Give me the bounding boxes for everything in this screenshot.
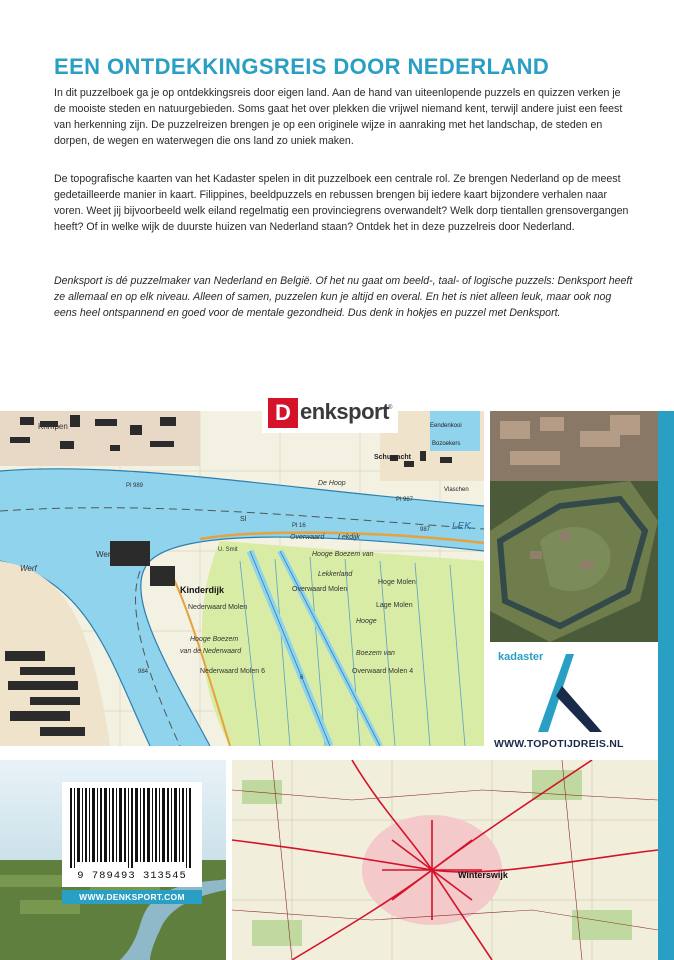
label-lekdijk: Lekdijk bbox=[338, 534, 360, 541]
label-hooge: Hooge bbox=[356, 618, 377, 625]
aerial-fortress-graphic bbox=[490, 411, 658, 642]
denksport-website-link[interactable]: WWW.DENKSPORT.COM bbox=[62, 890, 202, 904]
logo-wordmark: enksport bbox=[300, 399, 389, 424]
label-sluis: Sl bbox=[240, 516, 247, 523]
label-pl16: Pl 16 bbox=[292, 523, 306, 529]
logo-d-mark: D bbox=[268, 398, 298, 428]
label-6: 6 bbox=[300, 675, 304, 681]
topographic-map-kinderdijk bbox=[0, 411, 484, 746]
label-987: 987 bbox=[420, 527, 431, 533]
label-de-hoop: De Hoop bbox=[318, 480, 346, 487]
map-winterswijk-graphic bbox=[232, 760, 658, 960]
aerial-photo-fortress bbox=[490, 411, 658, 642]
label-overwaard-molen-4: Overwaard Molen 4 bbox=[352, 668, 414, 675]
label-984: 984 bbox=[138, 669, 149, 675]
label-hoge-molen: Hoge Molen bbox=[378, 579, 416, 586]
label-nederwaard-molen-6: Nederwaard Molen 6 bbox=[200, 668, 265, 675]
side-accent-bar bbox=[658, 411, 674, 960]
kadaster-website-link[interactable]: WWW.TOPOTIJDREIS.NL bbox=[494, 738, 624, 750]
label-hooge-boezem-2: Hooge Boezem bbox=[190, 636, 239, 643]
maps-paragraph: De topografische kaarten van het Kadaster spelen in dit puzzelboek een centrale rol. Ze brengen Nederland op de meest gedetailleerde manier in kaart. Filippines, beeldpuzzels en rebussen brengen bij iedere kaart bijzondere verhalen naar voren. Weet jij bijvoorbeeld welk eiland regelmatig een provinciegrens overwandelt? Welk dorp tientallen grensovergangen heeft? Of in welke wijk de duurste huizen van Nederland staan? Ontdek het in deze puzzelreis door Nederland. bbox=[54, 173, 629, 233]
label-kinderdijk: Kinderdijk bbox=[180, 585, 225, 595]
label-werf: Werf bbox=[20, 564, 37, 573]
kadaster-logo-panel bbox=[490, 646, 658, 754]
publisher-paragraph: Denksport is dé puzzelmaker van Nederland en België. Of het nu gaat om beeld-, taal- of logische puzzels: Denksport heeft ze allemaal en op elk niveau. Alleen of samen, puzzelen kun je altijd en overal. En het is niet alleen leuk, maar ook nog eens heel ontspannend en goed voor de mentale gezondheid. Dus denk in hokjes en puzzel met Denksport. bbox=[54, 275, 633, 319]
label-lage-molen: Lage Molen bbox=[376, 602, 413, 609]
label-lek: LEK bbox=[452, 521, 471, 532]
label-smit: U. Smit bbox=[218, 547, 238, 553]
label-wer: Wer bbox=[96, 550, 111, 559]
label-lekkerland: Lekkerland bbox=[318, 571, 353, 578]
kadaster-wordmark: kadaster bbox=[498, 651, 544, 663]
label-nederwaard-molen: Nederwaard Molen bbox=[188, 604, 248, 611]
label-krimpen: Krimpen bbox=[38, 422, 68, 431]
label-vlaschen: Vlaschen bbox=[444, 487, 469, 493]
map-kinderdijk-graphic bbox=[0, 411, 484, 746]
intro-paragraph: In dit puzzelboek ga je op ontdekkingsreis door eigen land. Aan de hand van uiteenlopende puzzels en quizzen verken je de mooiste steden en natuurgebieden. Soms gaat het over plekken die vrijwel niemand kent, terwijl andere juist een feest van herkenning zijn. De puzzelreizen brengen je op een originele wijze in aanraking met het landschap, de steden en dorpen, de wegen en waterwegen die ons land zo uniek maken. bbox=[54, 87, 623, 147]
label-eendenkooi: Eendenkooi bbox=[430, 423, 462, 429]
label-overwaard-molen: Overwaard Molen bbox=[292, 586, 348, 593]
isbn-number: 9 789493 313545 bbox=[77, 870, 187, 882]
label-pl989: Pl 989 bbox=[126, 483, 144, 489]
barcode-graphic bbox=[62, 782, 202, 870]
label-bozoekers: Bozoekers bbox=[432, 441, 461, 447]
label-pl987: Pl 987 bbox=[396, 497, 414, 503]
isbn-barcode bbox=[62, 782, 202, 887]
logo-registered-mark: ® bbox=[388, 405, 393, 411]
denksport-logo bbox=[262, 393, 398, 433]
label-boezem-van: Boezem van bbox=[356, 650, 395, 657]
label-schuwacht: Schuwacht bbox=[374, 454, 411, 461]
label-van-de-nederwaard: van de Nederwaard bbox=[180, 648, 242, 655]
label-winterswijk: Winterswijk bbox=[458, 870, 508, 880]
label-overwaard: Overwaard bbox=[290, 534, 325, 541]
topographic-map-winterswijk bbox=[232, 760, 658, 960]
label-hooge-boezem: Hooge Boezem van bbox=[312, 551, 374, 558]
page-title: EEN ONTDEKKINGSREIS DOOR NEDERLAND bbox=[54, 54, 550, 79]
